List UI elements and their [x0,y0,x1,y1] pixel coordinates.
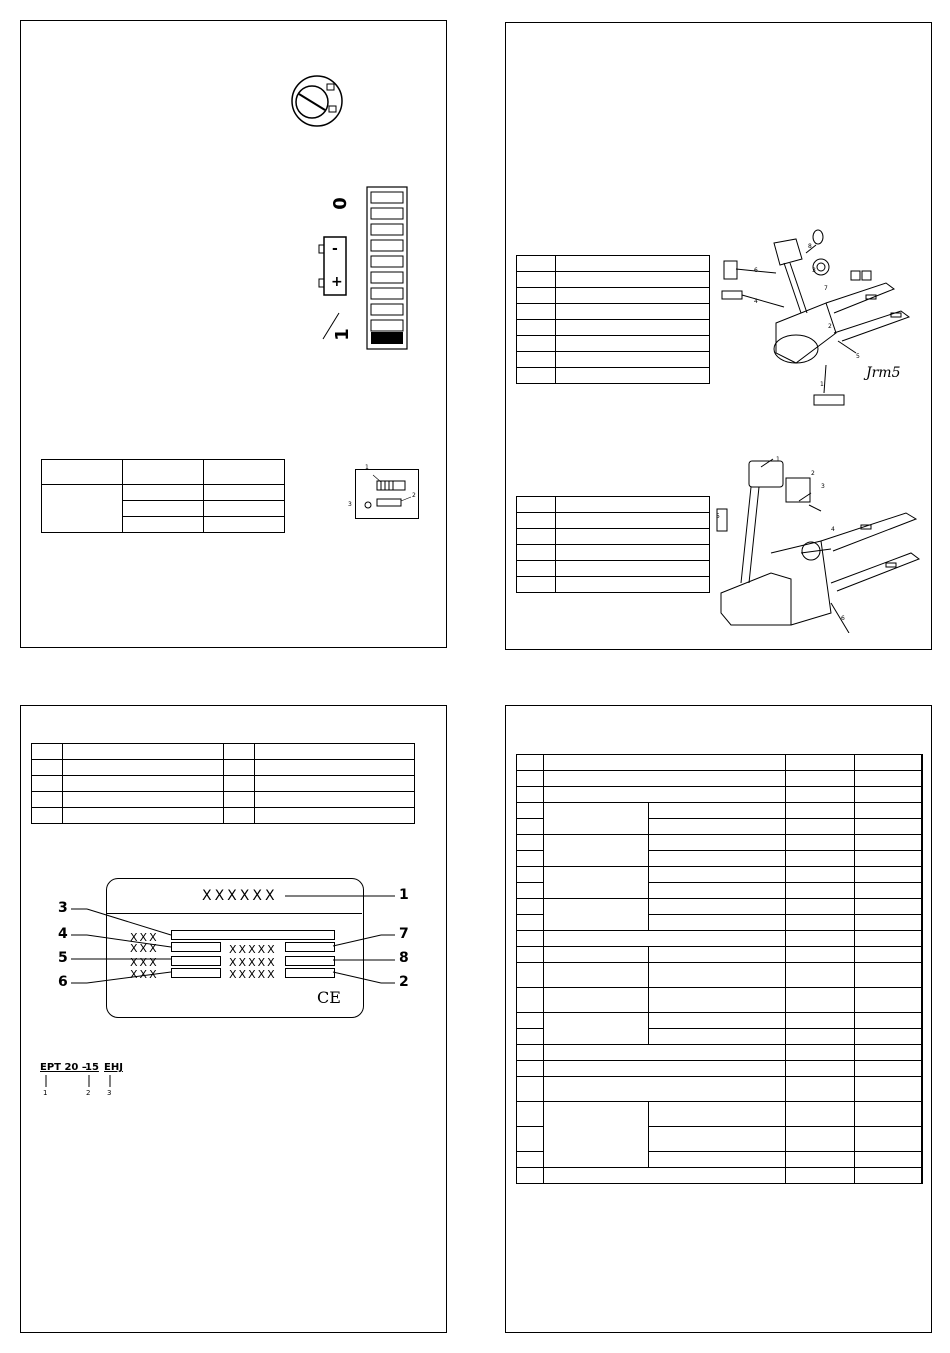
battery-full-label: 0 [329,197,351,210]
truck-top-callout-4: 4 [754,298,758,305]
nameplate-value-placeholder: XXXXX [229,956,277,969]
truck-top-callout-6: 6 [754,267,758,274]
model-code-index-2: 2 [86,1089,91,1097]
truck-parts-table-top [516,255,710,384]
pallet-truck-bottom-illustration [711,453,926,633]
nameplate-callout-2: 2 [399,974,409,990]
display-panel-details [355,469,417,517]
battery-empty-label: 1 [331,328,353,341]
battery-plus-sign: + [331,274,343,290]
truck-parts-table-bottom [516,496,710,593]
nameplate-value-placeholder: XXXXX [229,968,277,981]
nameplate-callout-6: 6 [58,974,68,990]
truck-bottom-callout-5: 5 [716,513,720,520]
model-code-part-3: EHJ [104,1062,123,1073]
truck-top-callout-5: 5 [856,353,860,360]
truck-bottom-callout-4: 4 [831,526,835,533]
manual-page-2 [505,22,932,650]
truck-bottom-callout-6: 6 [841,615,845,622]
nameplate-row-label: XXX [130,956,159,969]
nameplate-callout-7: 7 [399,926,409,942]
model-code-part-1: EPT 20 – [40,1062,87,1073]
manual-page-1 [20,20,447,648]
nameplate-callout-1: 1 [399,887,409,903]
nameplate-value-placeholder: XXXXX [229,943,277,956]
model-code-index-1: 1 [43,1089,48,1097]
manual-page-3 [20,705,447,1333]
model-code-part-2: 15 [85,1062,99,1073]
pallet-truck-top-illustration [716,223,926,423]
truck-bottom-callout-3: 3 [821,483,825,490]
nameplate-model: XXXXXX [202,888,278,904]
truck-brand-logo: Jrm5 [866,365,901,381]
truck-bottom-callout-1: 1 [776,456,780,463]
nameplate-row-label: XXX [130,968,159,981]
nameplate-callout-8: 8 [399,950,409,966]
truck-top-callout-3: 3 [812,267,816,274]
technical-data-table [516,754,923,1184]
manual-page-4 [505,705,932,1333]
nameplate-callout-3: 3 [58,900,68,916]
nameplate-callout-4: 4 [58,926,68,942]
display-callout-1: 1 [365,464,369,471]
ce-mark: CE [317,988,341,1007]
truck-top-callout-8: 8 [808,243,812,250]
nameplate-callout-5: 5 [58,950,68,966]
error-code-table [41,459,285,533]
nameplate-row-label: XXX [130,931,159,944]
truck-top-callout-7: 7 [824,285,828,292]
battery-gauge-slope-line [321,311,341,341]
display-callout-3: 3 [348,501,352,508]
model-code-index-3: 3 [107,1089,112,1097]
nameplate-row-label: XXX [130,942,159,955]
display-callout-2: 2 [412,492,416,499]
battery-minus-sign: - [332,241,338,257]
truck-top-callout-2: 2 [828,323,832,330]
truck-top-callout-1: 1 [820,381,824,388]
model-code-pointers [21,706,448,1334]
truck-bottom-callout-2: 2 [811,470,815,477]
battery-bar-gauge [366,186,408,350]
key-switch-icon [277,66,357,146]
